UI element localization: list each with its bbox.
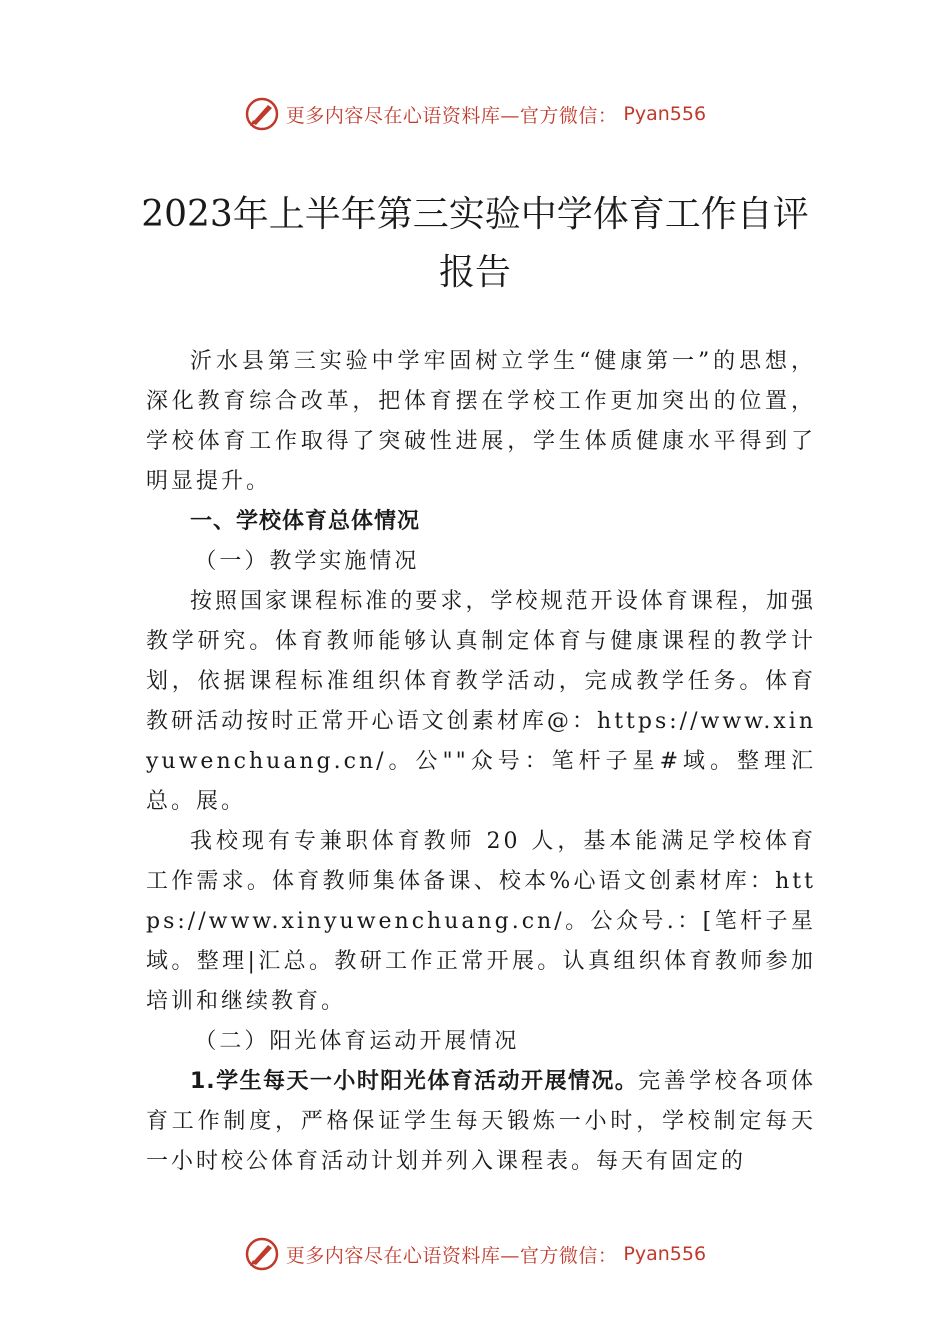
pen-logo-icon [244,96,280,132]
watermark-header [0,96,950,132]
watermark-wechat-id: Pyan556 [623,1243,707,1265]
paragraph-teachers: 我校现有专兼职体育教师 20 人，基本能满足学校体育工作需求。体育教师集体备课、校本%心语文创素材库：https://www.xinyuwenchuang.cn/。公众号.：[笔杆子星域。整理|汇总。教研工作正常开展。认真组织体育教师参加培训和继续教育。 [146,829,816,1014]
paragraph-intro: 沂水县第三实验中学牢固树立学生“健康第一”的思想，深化教育综合改革，把体育摆在学校工作更加突出的位置， 学校体育工作取得了突破性进展，学生体质健康水平得到了明显提升。 [146,349,816,494]
paragraph-lead-bold: 1.学生每天一小时阳光体育活动开展情况。 [190,1069,639,1094]
document-body [146,342,816,1182]
pen-logo-icon [244,1236,280,1272]
document-title [0,186,950,302]
paragraph-teaching: 按照国家课程标准的要求，学校规范开设体育课程，加强教学研究。体育教师能够认真制定体育与健康课程的教学计划，依据课程标准组织体育教学活动，完成教学任务。体育教研活动按时正常开心语文创素材库@：https://www.xinyuwenchuang.cn/。公""众号：笔杆子星#域。整理汇总。展。 [146,589,816,814]
paragraph-sunshine-sports [146,1062,816,1182]
subsection-heading-2: （二）阳光体育运动开展情况 [194,1029,520,1054]
watermark-text: 更多内容尽在心语资料库—官方微信： [285,1244,618,1267]
title-line-2: 报告 [438,252,511,293]
watermark-footer [0,1236,950,1272]
watermark-wechat-id: Pyan556 [623,103,707,125]
title-line-1: 2023年上半年第三实验中学体育工作自评 [141,194,809,235]
paragraph-lead-rest: 完善学校各项体育工作制度，严格保证学生每天锻炼一小时，学校制定每天一小时校公体育活动计划并列入课程表。每天有固定的 [146,1069,816,1174]
section-heading-1: 一、学校体育总体情况 [190,509,421,534]
subsection-heading-1: （一）教学实施情况 [194,549,420,574]
watermark-text: 更多内容尽在心语资料库—官方微信： [285,104,618,127]
